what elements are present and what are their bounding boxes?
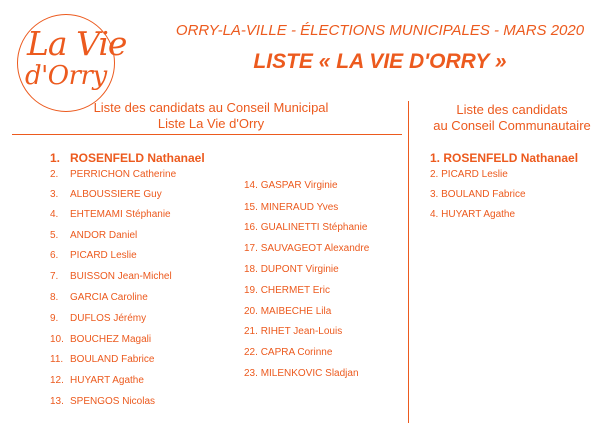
candidate-name: ROSENFELD Nathanael bbox=[443, 151, 579, 165]
candidate-number: 4. bbox=[430, 209, 439, 220]
candidate-name: PICARD Leslie bbox=[441, 169, 508, 180]
candidate-name: ALBOUSSIERE Guy bbox=[70, 189, 162, 200]
candidate-number: 4. bbox=[50, 209, 59, 220]
communautaire-heading bbox=[414, 102, 610, 134]
candidate-item bbox=[244, 202, 338, 214]
communautaire-heading-line1: Liste des candidats bbox=[456, 102, 568, 117]
candidate-item bbox=[430, 209, 515, 221]
candidate-number: 12. bbox=[50, 375, 64, 386]
candidate-item bbox=[244, 264, 339, 276]
candidate-number: 3. bbox=[50, 189, 59, 200]
candidate-name: MAIBECHE Lila bbox=[260, 306, 332, 317]
candidate-name: ROSENFELD Nathanael bbox=[70, 151, 205, 165]
candidate-name: PICARD Leslie bbox=[70, 250, 137, 261]
candidate-item bbox=[244, 368, 359, 380]
candidate-number: 9. bbox=[50, 313, 59, 324]
candidate-item bbox=[244, 285, 330, 297]
candidate-item bbox=[50, 209, 171, 221]
candidate-number: 19. bbox=[244, 285, 258, 296]
candidate-name: GASPAR Virginie bbox=[260, 180, 338, 191]
candidate-number: 21. bbox=[244, 326, 258, 337]
candidate-number: 14. bbox=[244, 180, 258, 191]
candidate-number: 20. bbox=[244, 306, 258, 317]
candidate-number: 11. bbox=[50, 354, 64, 365]
candidate-item bbox=[50, 292, 148, 304]
candidate-number: 1. bbox=[50, 151, 61, 165]
candidate-name: SPENGOS Nicolas bbox=[70, 396, 156, 407]
municipal-heading-line1: Liste des candidats au Conseil Municipal bbox=[93, 100, 329, 115]
candidate-name: MILENKOVIC Sladjan bbox=[260, 368, 359, 379]
candidate-number: 8. bbox=[50, 292, 59, 303]
candidate-item bbox=[244, 222, 367, 234]
candidate-item bbox=[430, 189, 526, 201]
candidate-name: EHTEMAMI Stéphanie bbox=[70, 209, 171, 220]
candidate-item bbox=[244, 306, 331, 318]
candidate-number: 23. bbox=[244, 368, 258, 379]
candidate-name: PERRICHON Catherine bbox=[70, 169, 177, 180]
candidate-name: CHERMET Eric bbox=[260, 285, 330, 296]
heading-divider bbox=[12, 134, 402, 135]
candidate-number: 7. bbox=[50, 271, 59, 282]
candidate-number: 16. bbox=[244, 222, 258, 233]
candidate-item bbox=[50, 354, 154, 366]
candidate-name: GARCIA Caroline bbox=[70, 292, 148, 303]
candidate-number: 10. bbox=[50, 334, 64, 345]
candidate-number: 6. bbox=[50, 250, 59, 261]
candidate-name: SAUVAGEOT Alexandre bbox=[260, 243, 370, 254]
candidate-name: BOUCHEZ Magali bbox=[70, 334, 152, 345]
column-divider bbox=[408, 101, 409, 423]
candidate-name: DUFLOS Jérémy bbox=[70, 313, 147, 324]
candidate-name: CAPRA Corinne bbox=[260, 347, 333, 358]
list-title: LISTE « LA VIE D'ORRY » bbox=[253, 50, 507, 73]
candidate-name: BOULAND Fabrice bbox=[70, 354, 155, 365]
candidate-name: GUALINETTI Stéphanie bbox=[260, 222, 368, 233]
candidate-item bbox=[50, 334, 151, 346]
candidate-number: 22. bbox=[244, 347, 258, 358]
candidate-item bbox=[50, 230, 137, 242]
candidate-item bbox=[50, 313, 146, 325]
candidate-name: BOULAND Fabrice bbox=[441, 189, 526, 200]
candidate-number: 2. bbox=[50, 169, 59, 180]
communautaire-heading-line2: au Conseil Communautaire bbox=[433, 118, 591, 133]
candidate-item bbox=[50, 169, 176, 181]
candidate-name: DUPONT Virginie bbox=[260, 264, 339, 275]
candidate-name: MINERAUD Yves bbox=[260, 202, 339, 213]
municipal-heading-line2: Liste La Vie d'Orry bbox=[157, 116, 265, 131]
candidate-name: HUYART Agathe bbox=[441, 209, 516, 220]
candidate-item bbox=[430, 169, 508, 181]
candidate-number: 18. bbox=[244, 264, 258, 275]
candidate-item bbox=[50, 396, 155, 408]
candidate-number: 13. bbox=[50, 396, 64, 407]
candidate-number: 3. bbox=[430, 189, 439, 200]
logo-line2: d'Orry bbox=[25, 61, 107, 91]
candidate-item bbox=[50, 271, 172, 283]
candidate-item bbox=[244, 180, 338, 192]
candidate-name: HUYART Agathe bbox=[70, 375, 144, 386]
candidate-item bbox=[50, 375, 144, 387]
election-header: ORRY-LA-VILLE - ÉLECTIONS MUNICIPALES - MARS 2020 bbox=[175, 22, 585, 39]
candidate-item bbox=[244, 326, 342, 338]
candidate-name: ANDOR Daniel bbox=[70, 230, 138, 241]
candidate-number: 5. bbox=[50, 230, 59, 241]
candidate-item bbox=[50, 250, 137, 262]
candidate-item bbox=[50, 189, 162, 201]
municipal-heading bbox=[20, 100, 402, 132]
candidate-name: RIHET Jean-Louis bbox=[260, 326, 343, 337]
candidate-number: 17. bbox=[244, 243, 258, 254]
candidate-item bbox=[244, 347, 332, 359]
candidate-number: 2. bbox=[430, 169, 439, 180]
logo-line1: La Vie bbox=[27, 24, 127, 63]
candidate-item bbox=[50, 151, 205, 165]
candidate-item bbox=[244, 243, 369, 255]
candidate-name: BUISSON Jean-Michel bbox=[70, 271, 172, 282]
candidate-item bbox=[430, 151, 578, 165]
candidate-number: 15. bbox=[244, 202, 258, 213]
candidate-number: 1. bbox=[430, 151, 441, 165]
